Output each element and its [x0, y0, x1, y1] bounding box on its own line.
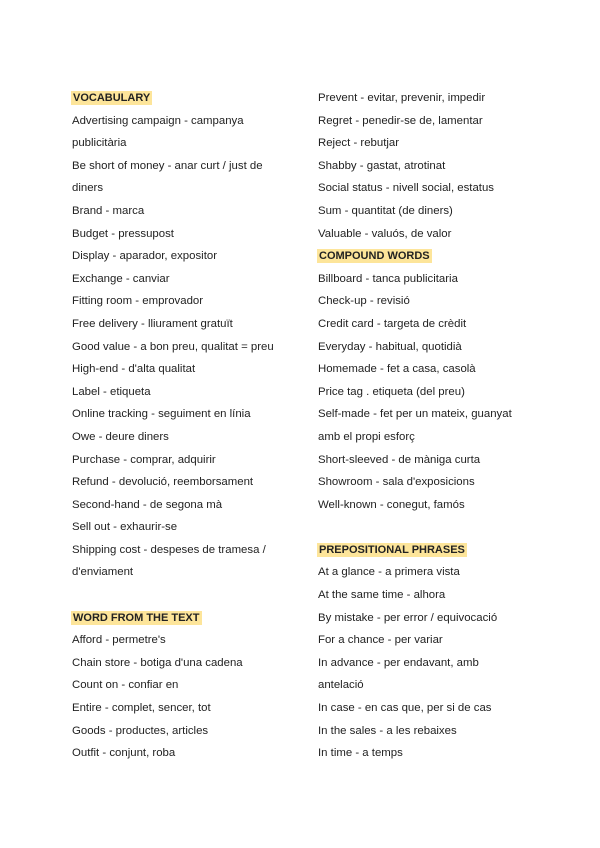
vocab-entry: Owe - deure diners	[72, 430, 169, 443]
section-heading-label: PREPOSITIONAL PHRASES	[319, 543, 465, 556]
vocab-entry: Short-sleeved - de màniga curta	[318, 453, 481, 466]
section-heading-label: WORD FROM THE TEXT	[73, 611, 200, 624]
vocab-entry: Brand - marca	[72, 204, 145, 217]
vocab-entry: Online tracking - seguiment en línia	[72, 408, 251, 421]
vocab-entry: amb el propi esforç	[318, 430, 415, 443]
vocab-entry: For a chance - per variar	[318, 634, 443, 647]
vocab-entry: Second-hand - de segona mà	[72, 498, 223, 511]
vocab-entry: Prevent - evitar, prevenir, impedir	[318, 92, 486, 104]
vocab-entry: d'enviament	[72, 566, 134, 579]
vocab-entry: Chain store - botiga d'una cadena	[72, 656, 243, 669]
vocab-entry: Homemade - fet a casa, casolà	[318, 363, 476, 376]
vocab-entry: Free delivery - lliurament gratuït	[72, 317, 233, 330]
vocab-entry: publicitària	[72, 137, 127, 150]
vocab-entry: At a glance - a primera vista	[318, 566, 460, 579]
vocab-entry: Label - etiqueta	[72, 385, 151, 398]
vocab-entry: In advance - per endavant, amb	[318, 656, 479, 669]
vocab-entry: Valuable - valuós, de valor	[318, 227, 452, 240]
vocab-entry: Everyday - habitual, quotidià	[318, 340, 462, 353]
blank-line	[72, 584, 307, 607]
vocab-entry: Count on - confiar en	[72, 679, 179, 692]
section-heading	[72, 607, 307, 630]
vocab-entry: Purchase - comprar, adquirir	[72, 453, 216, 466]
vocab-entry: In time - a temps	[318, 747, 403, 760]
vocab-entry: Budget - pressupost	[72, 227, 174, 240]
vocab-entry: Billboard - tanca publicitaria	[318, 272, 458, 285]
section-heading	[318, 245, 558, 268]
vocab-entry: Entire - complet, sencer, tot	[72, 702, 211, 715]
vocab-entry: Refund - devolució, reemborsament	[72, 476, 254, 489]
vocab-entry: At the same time - alhora	[318, 589, 446, 602]
blank-line	[318, 516, 558, 539]
vocab-entry: Showroom - sala d'exposicions	[318, 476, 475, 489]
vocab-entry: Reject - rebutjar	[318, 137, 400, 150]
vocab-entry: Good value - a bon preu, qualitat = preu	[72, 340, 274, 353]
section-heading	[318, 539, 558, 562]
vocab-entry: diners	[72, 182, 104, 195]
vocab-entry: By mistake - per error / equivocació	[318, 611, 498, 624]
vocab-entry: Social status - nivell social, estatus	[318, 182, 494, 195]
vocab-entry: Afford - permetre's	[72, 634, 166, 647]
vocab-entry: Goods - productes, articles	[72, 724, 209, 737]
right-column	[318, 87, 558, 765]
vocab-entry: High-end - d'alta qualitat	[72, 363, 196, 376]
vocab-entry: Display - aparador, expositor	[72, 250, 217, 263]
vocab-entry: Be short of money - anar curt / just de	[72, 159, 263, 172]
section-heading	[72, 87, 307, 110]
vocab-entry: In case - en cas que, per si de cas	[318, 702, 492, 715]
vocab-entry: Sum - quantitat (de diners)	[318, 204, 453, 217]
vocab-entry: Outfit - conjunt, roba	[72, 747, 176, 760]
vocab-entry: Credit card - targeta de crèdit	[318, 317, 467, 330]
vocab-entry: In the sales - a les rebaixes	[318, 724, 457, 737]
section-heading-label: VOCABULARY	[73, 92, 151, 104]
vocab-entry: Fitting room - emprovador	[72, 295, 204, 308]
vocab-entry: Well-known - conegut, famós	[318, 498, 465, 511]
vocab-entry: Shabby - gastat, atrotinat	[318, 159, 446, 172]
section-heading-label: COMPOUND WORDS	[319, 250, 430, 263]
vocab-entry: Regret - penedir-se de, lamentar	[318, 114, 483, 127]
vocab-entry: Shipping cost - despeses de tramesa /	[72, 543, 266, 556]
left-column	[72, 87, 307, 765]
vocab-entry: Price tag . etiqueta (del preu)	[318, 385, 465, 398]
vocab-entry: antelació	[318, 679, 364, 692]
vocab-entry: Exchange - canviar	[72, 272, 170, 285]
vocab-entry: Check-up - revisió	[318, 295, 410, 308]
vocab-entry: Self-made - fet per un mateix, guanyat	[318, 408, 512, 421]
vocab-entry: Sell out - exhaurir-se	[72, 521, 178, 534]
vocab-entry: Advertising campaign - campanya	[72, 114, 244, 127]
